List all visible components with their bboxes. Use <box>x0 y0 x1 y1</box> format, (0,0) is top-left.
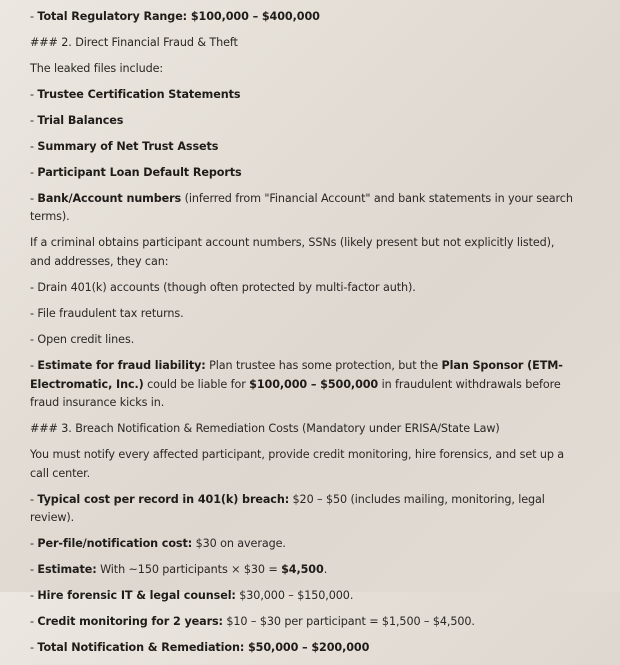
list-item: - Estimate: With ~150 participants × $30 = $4,500. <box>30 563 328 577</box>
list-item: - Per-file/notification cost: $30 on average. <box>30 537 286 551</box>
list-item: - Hire forensic IT & legal counsel: $30,000 – $150,000. <box>30 589 354 603</box>
section-heading: ### 3. Breach Notification & Remediation Costs (Mandatory under ERISA/State Law) <box>30 422 500 436</box>
message-body <box>30 8 578 665</box>
list-item: - Credit monitoring for 2 years: $10 – $30 per participant = $1,500 – $4,500. <box>30 615 475 629</box>
paragraph: If a criminal obtains participant account numbers, SSNs (likely present but not explicitly listed), and addresses, they can: <box>30 236 555 269</box>
list-item: - Trustee Certification Statements <box>30 87 241 101</box>
list-item: - Open credit lines. <box>30 333 135 347</box>
list-item: - Summary of Net Trust Assets <box>30 139 219 153</box>
paragraph: The leaked files include: <box>30 61 164 75</box>
list-item: - File fraudulent tax returns. <box>30 307 184 321</box>
paragraph: You must notify every affected participant, provide credit monitoring, hire forensics, and set up a call center. <box>30 448 565 480</box>
list-item: - Bank/Account numbers (inferred from "Financial Account" and bank statements in your search terms). <box>30 191 573 224</box>
list-item: - Participant Loan Default Reports <box>30 165 242 179</box>
section-heading: ### 2. Direct Financial Fraud & Theft <box>30 35 238 49</box>
list-item: - Drain 401(k) accounts (though often protected by multi-factor auth). <box>30 281 416 295</box>
list-item: - Estimate for fraud liability: Plan trustee has some protection, but the Plan Sponsor (ETM-Electromatic, Inc.) could be liable for $100,000 – $500,000 in fraudulent withdrawals before fraud insurance kicks in. <box>30 359 563 410</box>
list-item: - Typical cost per record in 401(k) breach: $20 – $50 (includes mailing, monitoring, legal review). <box>30 492 545 525</box>
list-item: - Total Regulatory Range: $100,000 – $400,000 <box>30 10 320 23</box>
list-item: - Trial Balances <box>30 113 124 127</box>
list-item: - Total Notification & Remediation: $50,000 – $200,000 <box>30 641 370 655</box>
